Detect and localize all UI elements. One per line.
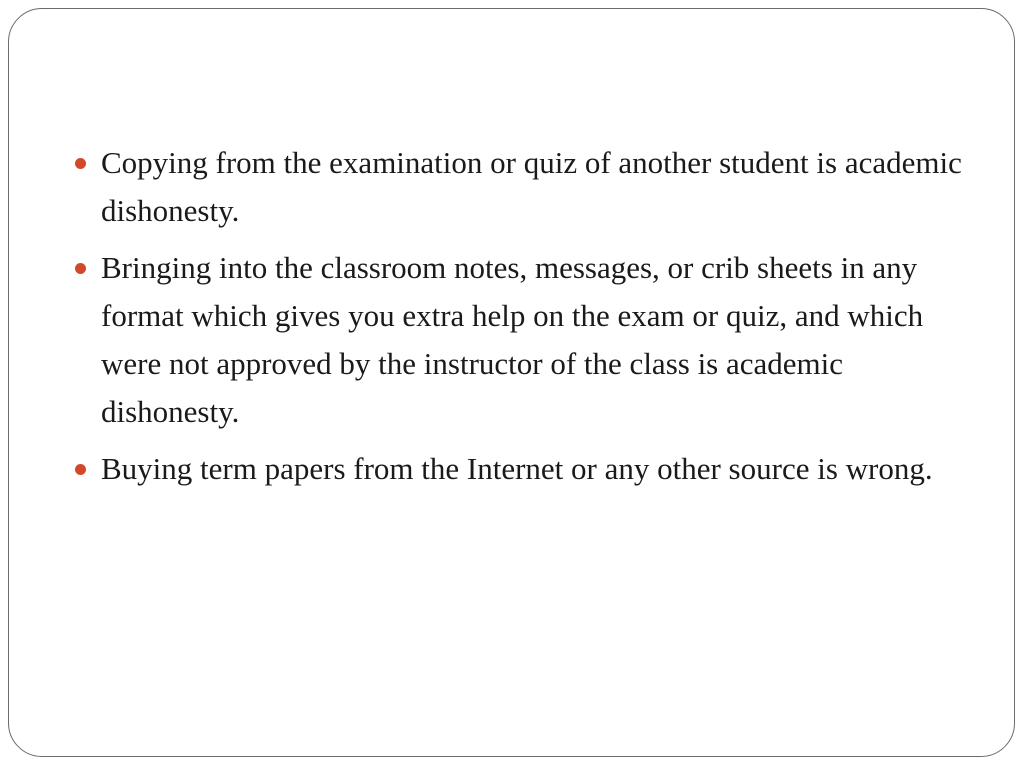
bullet-item (71, 139, 971, 235)
round-bullet-icon (75, 263, 86, 274)
slide-frame (8, 8, 1015, 757)
bullet-text: Buying term papers from the Internet or any other source is wrong. (101, 451, 933, 486)
round-bullet-icon (75, 158, 86, 169)
bullet-text: Bringing into the classroom notes, messages, or crib sheets in any format which gives you extra help on the exam or quiz, and which were not approved by the instructor of the class is academic dishonesty. (101, 250, 924, 429)
bullet-item (71, 244, 971, 436)
bullet-list (71, 139, 971, 502)
bullet-item (71, 445, 971, 493)
round-bullet-icon (75, 464, 86, 475)
bullet-text: Copying from the examination or quiz of another student is academic dishonesty. (101, 145, 962, 228)
